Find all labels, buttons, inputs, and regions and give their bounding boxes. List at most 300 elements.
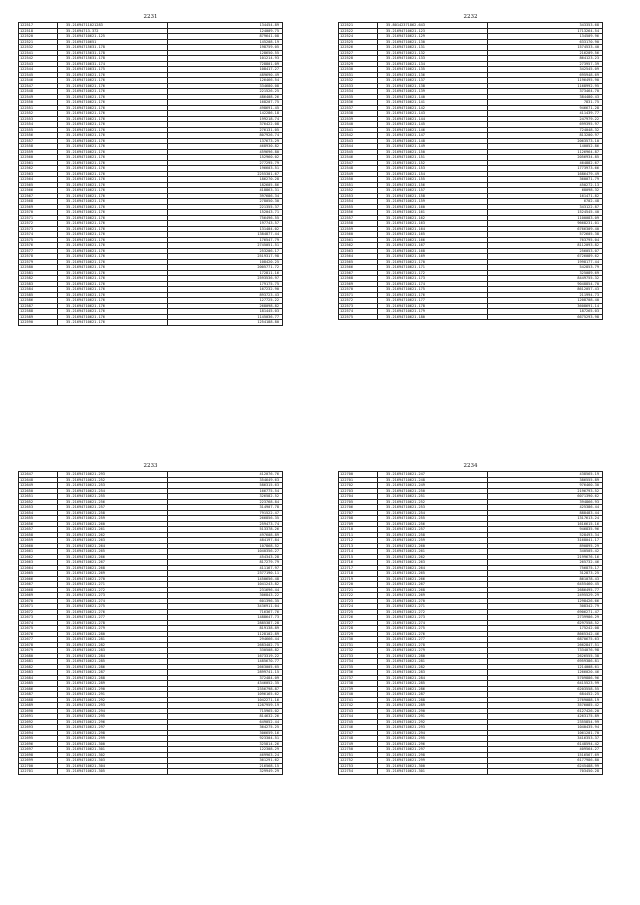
row-id: 122707 — [339, 510, 378, 516]
row-id: 122548 — [19, 89, 58, 95]
row-id: 122731 — [339, 642, 378, 648]
row-code: 35.21694710621.300 — [58, 741, 168, 747]
row-code: 35.21694710621.176 — [58, 204, 168, 210]
row-code: 35.21694710621.176 — [58, 281, 168, 287]
row-id: 122571 — [19, 215, 58, 221]
row-code: 35.21694710621.162 — [378, 215, 488, 221]
row-id: 122586 — [19, 298, 58, 304]
row-amount: 464882.67 — [488, 160, 603, 166]
row-code: 35.21694710621.160 — [378, 204, 488, 210]
row-amount: 2519317.98 — [168, 254, 283, 260]
row-amount: 376422.08 — [168, 122, 283, 128]
row-amount: 1485670.77 — [168, 659, 283, 665]
row-code: 35.21694710621.267 — [378, 582, 488, 588]
row-code: 35.21694710621.296 — [378, 741, 488, 747]
row-id: 122573 — [339, 303, 378, 309]
row-code: 35.21694710621.280 — [378, 653, 488, 659]
row-amount: 168207.75 — [168, 100, 283, 106]
row-code: 35.21694710621.176 — [58, 226, 168, 232]
row-id: 122688 — [19, 697, 58, 703]
row-id: 122657 — [19, 527, 58, 533]
row-id: 122737 — [339, 675, 378, 681]
row-code: 35.21694710621.294 — [378, 730, 488, 736]
row-id: 122732 — [339, 648, 378, 654]
row-amount: 9668231.01 — [488, 221, 603, 227]
row-amount: 2739986.29 — [488, 615, 603, 621]
row-amount: 128650.55 — [168, 50, 283, 56]
row-amount: 187265.03 — [488, 309, 603, 315]
row-code: 35.21694710621.277 — [58, 615, 168, 621]
row-amount: 2495529.29 — [488, 593, 603, 599]
row-amount: 791522.47 — [168, 510, 283, 516]
row-amount: 161471.82 — [488, 193, 603, 199]
row-amount: 137673.29 — [168, 138, 283, 144]
row-amount: 2199676.16 — [488, 554, 603, 560]
row-amount: 6455460.45 — [488, 582, 603, 588]
row-code: 35.21694710621.297 — [58, 725, 168, 731]
row-id: 122682 — [19, 664, 58, 670]
row-code: 35.21694710621.136 — [378, 72, 488, 78]
row-id: 122649 — [19, 483, 58, 489]
row-amount: 513378.26 — [168, 527, 283, 533]
row-id: 122669 — [19, 593, 58, 599]
row-code: 35.21694710621.283 — [378, 670, 488, 676]
row-code: 35.21694710621.176 — [58, 254, 168, 260]
row-id: 122666 — [19, 576, 58, 582]
row-amount: 817279.79 — [168, 560, 283, 566]
row-id: 122567 — [339, 270, 378, 276]
row-amount: 142286.18 — [168, 111, 283, 117]
row-id: 122703 — [339, 488, 378, 494]
row-amount: 946835.96 — [488, 527, 603, 533]
row-code: 35.21694710621.176 — [58, 138, 168, 144]
row-code: 35.21694710621.285 — [58, 659, 168, 665]
row-amount: 216568.15 — [168, 763, 283, 769]
row-amount: 716367.76 — [168, 609, 283, 615]
row-id: 122569 — [19, 204, 58, 210]
row-id: 122533 — [339, 83, 378, 89]
row-amount: 372484.09 — [168, 675, 283, 681]
row-code: 35.21694710621.293 — [58, 703, 168, 709]
row-id: 122545 — [19, 72, 58, 78]
row-code: 35.21694710621.176 — [58, 199, 168, 205]
row-id: 122744 — [339, 714, 378, 720]
row-code: 35.21694710621.303 — [58, 758, 168, 764]
row-amount: 1145036.77 — [168, 314, 283, 320]
row-amount: 1042271.16 — [168, 697, 283, 703]
row-amount: 196603.51 — [168, 166, 283, 172]
row-amount: 819138.89 — [168, 626, 283, 632]
row-code: 35.21694710621.265 — [58, 549, 168, 555]
row-id: 122692 — [19, 719, 58, 725]
row-code: 35.21694710621.284 — [58, 653, 168, 659]
row-amount: 412076.76 — [168, 472, 283, 478]
table-row — [339, 769, 603, 775]
row-code: 35.21694710621.154 — [378, 171, 488, 177]
row-amount: 6959386.81 — [488, 659, 603, 665]
row-code: 35.21694710621.176 — [58, 144, 168, 150]
row-amount: 394866.93 — [488, 499, 603, 505]
row-id: 122517 — [19, 23, 58, 29]
row-amount: 1041243.82 — [168, 582, 283, 588]
row-amount: 172811.16 — [168, 270, 283, 276]
row-code: 35.21694710621.176 — [58, 259, 168, 265]
row-amount: 3576085.42 — [488, 703, 603, 709]
row-code: 35.21694715631.178 — [58, 56, 168, 62]
row-amount: 397686.34 — [168, 193, 283, 199]
row-id: 122717 — [339, 565, 378, 571]
row-id: 122569 — [339, 281, 378, 287]
row-id: 122527 — [339, 50, 378, 56]
row-code: 35.21694710621.299 — [58, 736, 168, 742]
row-id: 122543 — [339, 138, 378, 144]
row-code: 35.21694710621.167 — [378, 243, 488, 249]
row-code: 35.21694710621.300 — [378, 763, 488, 769]
row-code: 35.21694710621.176 — [58, 276, 168, 282]
row-code: 35.21694710621.141 — [378, 100, 488, 106]
row-code: 35.21694710621.176 — [58, 188, 168, 194]
row-id: 122716 — [339, 560, 378, 566]
row-id: 122559 — [339, 226, 378, 232]
row-amount: 1040435.94 — [488, 725, 603, 731]
row-amount: 364275.25 — [168, 725, 283, 731]
row-id: 122575 — [339, 314, 378, 320]
row-amount: 684452.25 — [488, 692, 603, 698]
row-id: 122589 — [19, 314, 58, 320]
row-id: 122530 — [339, 67, 378, 73]
row-code: 35.21694710621.276 — [58, 609, 168, 615]
row-amount: 703450.28 — [488, 769, 603, 775]
row-id: 122556 — [19, 133, 58, 139]
row-id: 122686 — [19, 686, 58, 692]
row-amount: 176547.79 — [168, 237, 283, 243]
row-code: 35.21694710621.176 — [58, 78, 168, 84]
row-id: 122699 — [19, 758, 58, 764]
row-code: 35.21694710621.247 — [378, 472, 488, 478]
row-amount: 6148594.42 — [488, 741, 603, 747]
row-code: 35.21694710621.176 — [58, 116, 168, 122]
row-code: 35.21694710621.279 — [378, 648, 488, 654]
row-id: 122548 — [339, 166, 378, 172]
row-code: 35.21694710621.275 — [58, 604, 168, 610]
row-code: 35.21694710621.131 — [378, 45, 488, 51]
row-code: 35.21694710621.257 — [58, 505, 168, 511]
row-amount: 3608691.14 — [488, 303, 603, 309]
row-id: 122659 — [19, 538, 58, 544]
row-code: 35.21694710621.151 — [378, 155, 488, 161]
row-id: 122541 — [339, 127, 378, 133]
row-amount: 276131.05 — [168, 127, 283, 133]
row-code: 35.21694710631.174 — [58, 61, 168, 67]
row-code: 35.21694710621.176 — [58, 160, 168, 166]
row-code: 35.21694710621.176 — [58, 133, 168, 139]
row-code: 35.21694710621.292 — [58, 697, 168, 703]
row-id: 122647 — [19, 472, 58, 478]
row-code: 35.21694710621.259 — [58, 516, 168, 522]
row-amount: 1040356.27 — [168, 549, 283, 555]
row-code: 35.21694710621.299 — [378, 758, 488, 764]
row-code: 35.21694710621.295 — [58, 714, 168, 720]
row-amount: 2063573.10 — [488, 138, 603, 144]
row-amount: 329949.29 — [168, 769, 283, 775]
page-title: 2231 — [143, 14, 158, 20]
row-id: 122723 — [339, 598, 378, 604]
row-amount: 2196793.52 — [488, 488, 603, 494]
row-amount: 124009.75 — [168, 28, 283, 34]
row-code: 35.21694710621.290 — [58, 686, 168, 692]
row-id: 122526 — [339, 45, 378, 51]
row-id: 122725 — [339, 609, 378, 615]
row-amount: 2005771.72 — [168, 265, 283, 271]
row-id: 122752 — [339, 758, 378, 764]
row-amount: 2745051.51 — [168, 243, 283, 249]
row-code: 35.21694710651 — [58, 39, 168, 45]
row-code: 35.21694710621.161 — [378, 210, 488, 216]
row-code: 35.21694710621.253 — [378, 505, 488, 511]
row-id: 122579 — [19, 259, 58, 265]
page-2232 — [338, 14, 603, 320]
row-id: 122560 — [19, 155, 58, 161]
page-title: 2233 — [143, 463, 158, 469]
row-amount: 498691.45 — [168, 105, 283, 111]
row-amount: 3416353.37 — [488, 736, 603, 742]
row-code: 35.21694710621.282 — [58, 642, 168, 648]
row-code: 35.21694715631.178 — [58, 45, 168, 51]
row-id: 122553 — [339, 193, 378, 199]
row-code: 35.21694710621.260 — [378, 543, 488, 549]
row-id: 122687 — [19, 692, 58, 698]
row-code: 35.21694710621.140 — [378, 94, 488, 100]
ledger-table — [18, 22, 283, 326]
row-code: 35.21694710621.270 — [378, 598, 488, 604]
row-code: 35.21694710621.148 — [378, 138, 488, 144]
row-amount: 8665342.46 — [488, 631, 603, 637]
row-id: 122652 — [19, 499, 58, 505]
row-amount: 450272.13 — [488, 182, 603, 188]
row-code: 35.21694710621.270 — [58, 576, 168, 582]
row-code: 35.21694710621.273 — [58, 593, 168, 599]
row-id: 122566 — [19, 188, 58, 194]
row-amount: 1317613.24 — [488, 516, 603, 522]
row-amount: 1168992.95 — [488, 83, 603, 89]
row-id: 122572 — [339, 298, 378, 304]
row-code: 35.21694710621.268 — [58, 565, 168, 571]
row-id: 122695 — [19, 736, 58, 742]
row-amount: 6906271.47 — [488, 609, 603, 615]
row-id: 122722 — [339, 593, 378, 599]
row-amount: 728801.09 — [168, 61, 283, 67]
row-code: 35.21694710621.255 — [378, 516, 488, 522]
row-code: 35.21694710621.253 — [58, 483, 168, 489]
row-code: 35.21694710621.283 — [58, 648, 168, 654]
row-amount: 4263175.89 — [488, 714, 603, 720]
row-code: 35.21694710621.286 — [58, 664, 168, 670]
row-code: 35.21694710621.153 — [378, 166, 488, 172]
row-code: 35.21694710621.256 — [58, 499, 168, 505]
row-amount: 373464.70 — [488, 89, 603, 95]
row-id: 122567 — [19, 193, 58, 199]
row-id: 122564 — [19, 177, 58, 183]
row-id: 122742 — [339, 703, 378, 709]
row-code: 35.21694710621.176 — [58, 155, 168, 161]
row-amount: 1126964.87 — [488, 149, 603, 155]
row-amount: 221526.25 — [168, 89, 283, 95]
row-code: 35.21694710621.176 — [58, 149, 168, 155]
row-id: 122554 — [339, 199, 378, 205]
row-id: 122691 — [19, 714, 58, 720]
row-code: 35.21694710621.176 — [58, 72, 168, 78]
row-amount: 6127426.20 — [488, 708, 603, 714]
row-code: 35.21694710621.176 — [58, 243, 168, 249]
row-amount: 695948.69 — [488, 72, 603, 78]
row-code: 35.21694710621.248 — [378, 477, 488, 483]
row-amount: 1686479.49 — [488, 171, 603, 177]
row-amount: 9048854.70 — [488, 281, 603, 287]
row-code: 35.21694710621.298 — [378, 752, 488, 758]
row-amount: 2663005.65 — [168, 664, 283, 670]
row-amount: 1713264.54 — [488, 28, 603, 34]
row-code: 35.21694715631.178 — [58, 50, 168, 56]
row-amount: 5709886.96 — [488, 675, 603, 681]
row-id: 122547 — [19, 83, 58, 89]
row-amount: 1450656.48 — [168, 576, 283, 582]
row-code: 35.21694710621.176 — [58, 166, 168, 172]
row-code: 35.21694710621.278 — [378, 642, 488, 648]
row-amount: 468930.82 — [168, 144, 283, 150]
row-code: 35.21694710621.274 — [58, 598, 168, 604]
row-amount: 1287959.19 — [168, 703, 283, 709]
row-code: 35.21694710621.269 — [378, 593, 488, 599]
row-code: 35.21694710621.125 — [58, 34, 168, 40]
row-code: 35.21694710621.289 — [378, 703, 488, 709]
row-amount: 231696.44 — [168, 587, 283, 593]
row-id: 122574 — [19, 232, 58, 238]
row-code: 35.21694710621.281 — [378, 659, 488, 665]
row-id: 122748 — [339, 736, 378, 742]
row-amount: 6245488.99 — [488, 763, 603, 769]
row-amount: 813200.97 — [488, 133, 603, 139]
row-id: 122585 — [19, 292, 58, 298]
row-amount: 308342.79 — [488, 604, 603, 610]
row-code: 35.21694710621.281 — [58, 637, 168, 643]
row-id: 122750 — [339, 747, 378, 753]
row-code: 35.21694710621.265 — [378, 571, 488, 577]
row-amount: 1128102.89 — [168, 631, 283, 637]
row-id: 122551 — [339, 182, 378, 188]
row-code: 35.21694710621.130 — [378, 39, 488, 45]
row-id: 122522 — [339, 28, 378, 34]
row-amount: 8612057.43 — [488, 287, 603, 293]
row-amount: 8112093.82 — [488, 243, 603, 249]
row-amount: 221355.37 — [168, 204, 283, 210]
row-id: 122551 — [19, 105, 58, 111]
row-code: 35.21694710621.288 — [58, 675, 168, 681]
row-id: 122541 — [19, 50, 58, 56]
row-amount: 152043.71 — [168, 210, 283, 216]
row-amount: 411167.97 — [168, 565, 283, 571]
row-amount: 127725.22 — [168, 298, 283, 304]
row-amount: 1100083.09 — [488, 215, 603, 221]
row-id: 122583 — [19, 281, 58, 287]
row-code: 35.21694710621.263 — [58, 538, 168, 544]
row-amount: 1254188.80 — [168, 320, 283, 326]
row-id: 122655 — [19, 516, 58, 522]
row-id: 122662 — [19, 554, 58, 560]
ledger-table — [338, 471, 603, 775]
row-code: 35.21694710621.134 — [378, 61, 488, 67]
row-amount: 1298426.66 — [488, 598, 603, 604]
row-id: 122713 — [339, 543, 378, 549]
row-amount: 131404.02 — [168, 226, 283, 232]
row-id: 122712 — [339, 538, 378, 544]
row-id: 122718 — [339, 571, 378, 577]
row-amount: 3436911.04 — [168, 604, 283, 610]
row-id: 122741 — [339, 697, 378, 703]
row-amount: 2593536.97 — [168, 276, 283, 282]
row-amount: 247979.22 — [488, 116, 603, 122]
row-code: 35.21694710621.282 — [378, 664, 488, 670]
row-id: 122577 — [19, 248, 58, 254]
row-amount: 166775.54 — [168, 488, 283, 494]
row-amount: 6726089.62 — [488, 254, 603, 260]
row-amount: 1998177.44 — [488, 259, 603, 265]
row-amount: 325089.69 — [488, 270, 603, 276]
row-code: 35.21694710621.284 — [378, 675, 488, 681]
row-id: 122696 — [19, 741, 58, 747]
row-id: 122582 — [19, 276, 58, 282]
row-id: 122564 — [339, 254, 378, 260]
row-code: 35.21694710621.301 — [378, 769, 488, 775]
row-id: 122739 — [339, 686, 378, 692]
row-amount: 134454.89 — [168, 23, 283, 29]
row-amount: 312873.25 — [488, 571, 603, 577]
row-id: 122538 — [339, 111, 378, 117]
page-title: 2234 — [463, 463, 478, 469]
row-id: 122690 — [19, 708, 58, 714]
row-code: 35.21694710621.280 — [58, 631, 168, 637]
row-amount: 756875.17 — [488, 565, 603, 571]
row-code: 35.21694710621.298 — [58, 730, 168, 736]
row-id: 122751 — [339, 752, 378, 758]
row-code: 35.21694710621.133 — [378, 56, 488, 62]
row-amount: 3168041.17 — [488, 538, 603, 544]
row-id: 122563 — [339, 248, 378, 254]
row-amount: 179175.75 — [168, 281, 283, 287]
row-id: 122706 — [339, 505, 378, 511]
row-amount: 411439.77 — [488, 111, 603, 117]
row-code: 35.21694710621.262 — [58, 532, 168, 538]
row-id: 122535 — [339, 94, 378, 100]
row-code: 35.21694710621.132 — [378, 50, 488, 56]
row-id: 122675 — [19, 626, 58, 632]
row-code: 35.21694710621.261 — [378, 549, 488, 555]
row-amount: 1266020.46 — [488, 670, 603, 676]
row-code: 35.21694710621.291 — [378, 714, 488, 720]
row-amount: 715965.02 — [168, 708, 283, 714]
row-amount: 2056934.85 — [488, 155, 603, 161]
row-code: 35.21694710631.175 — [58, 67, 168, 73]
row-id: 122661 — [19, 549, 58, 555]
row-amount: 361291.62 — [168, 758, 283, 764]
row-id: 122735 — [339, 664, 378, 670]
row-id: 122553 — [19, 116, 58, 122]
row-id: 122714 — [339, 549, 378, 555]
row-id: 122576 — [19, 243, 58, 249]
row-amount: 1616615.16 — [488, 521, 603, 527]
row-code: 35.21694710621.273 — [378, 615, 488, 621]
row-code: 35.21694710621.144 — [378, 116, 488, 122]
row-code: 35.21694710621.174 — [378, 281, 488, 287]
